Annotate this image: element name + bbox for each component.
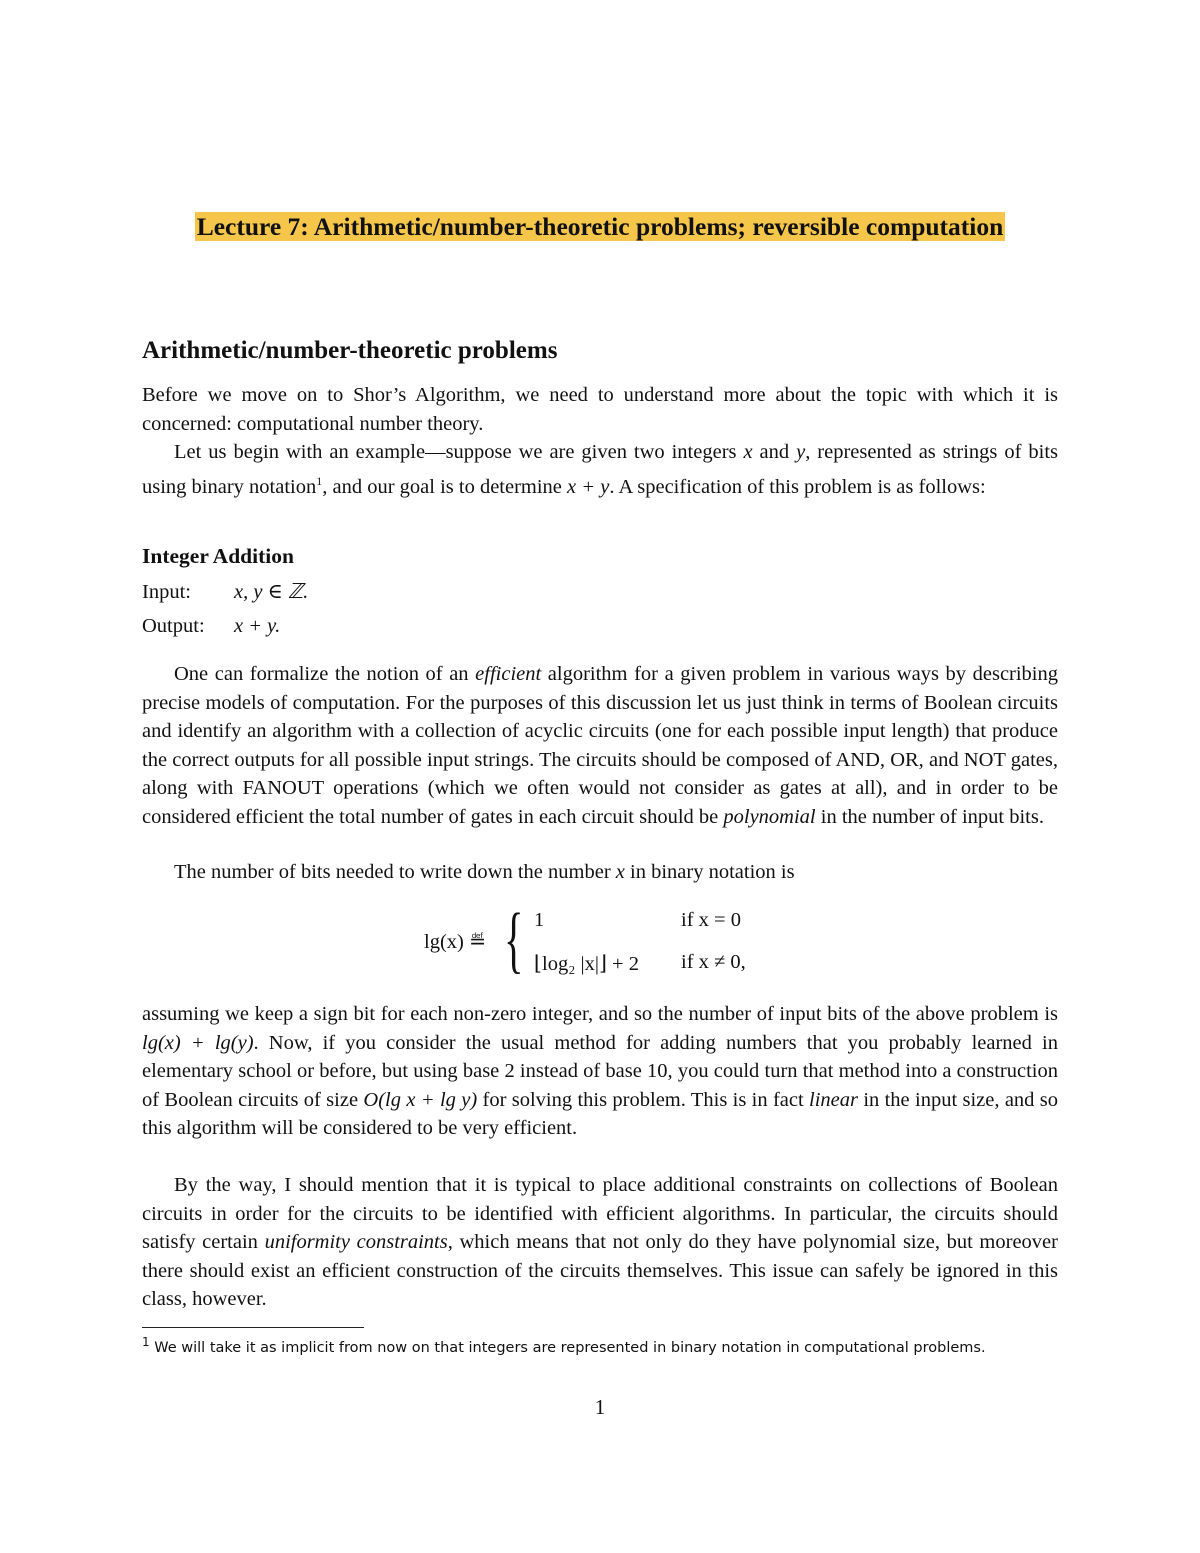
- brace-symbol: {: [504, 899, 524, 981]
- section-heading: Arithmetic/number-theoretic problems: [142, 337, 558, 364]
- paragraph-bits: The number of bits needed to write down the number x in binary notation is: [174, 861, 795, 883]
- lg-definition-equation: lg(x) ≝ { 1 if x = 0 ⌊log₂ |x|⌋ + 2 if x ≠ 0,: [424, 899, 746, 981]
- footnote-rule: [142, 1327, 364, 1328]
- paragraph-example: Let us begin with an example—suppose we are given two integers x and y, represented as strings of bits using binary notation$^1$, and our goal is to determine x + y. A specification of this problem is as follows:: [142, 441, 1059, 498]
- footnote: $^1$ We will take it as implicit from now on that integers are represented in binary notation in computational problems.: [142, 1335, 986, 1356]
- problem-title: Integer Addition: [142, 544, 294, 568]
- paragraph-uniformity: By the way, I should mention that it is typical to place additional constraints on collections of Boolean circuits in order for the circuits to be identified with efficient algorithms. In particular, the circuits should satisfy certain uniformity constraints, which means that not only do they have polynomial size, but moreover there should exist an efficient construction of the circuits themselves. This issue can safely be ignored in this class, however.: [142, 1174, 1058, 1311]
- paragraph-intro: Before we move on to Shor’s Algorithm, we need to understand more about the topic with which it is concerned: computational number theory.: [142, 384, 1058, 435]
- problem-output: Output: x + y.: [142, 615, 281, 637]
- lecture-title-text: Lecture 7: Arithmetic/number-theoretic problems; reversible computation: [196, 212, 1004, 241]
- problem-input: Input: x, y ∈ ℤ.: [142, 581, 309, 603]
- footnote-ref[interactable]: 1: [316, 473, 323, 488]
- paragraph-efficiency: One can formalize the notion of an efficient algorithm for a given problem in various ways by describing precise models of computation. For the purposes of this discussion let us just think in terms of Boolean circuits and identify an algorithm with a collection of acyclic circuits (one for each possible input length) that produce the correct outputs for all possible input strings. The circuits should be composed of AND, OR, and NOT gates, along with FANOUT operations (which we often would not consider as gates at all), and in order to be considered efficient the total number of gates in each circuit should be polynomial in the number of input bits.: [142, 663, 1059, 828]
- page-number: 1: [594, 1395, 606, 1419]
- lecture-title: [142, 210, 1058, 244]
- paragraph-addition: assuming we keep a sign bit for each non-zero integer, and so the number of input bits of the above problem is lg(x) + lg(y). Now, if you consider the usual method for adding numbers that you probably learned in elementary school or before, but using base 2 instead of base 10, you could turn that method into a construction of Boolean circuits of size O(lg x + lg y) for solving this problem. This is in fact linear in the input size, and so this algorithm will be considered to be very efficient.: [142, 1003, 1058, 1140]
